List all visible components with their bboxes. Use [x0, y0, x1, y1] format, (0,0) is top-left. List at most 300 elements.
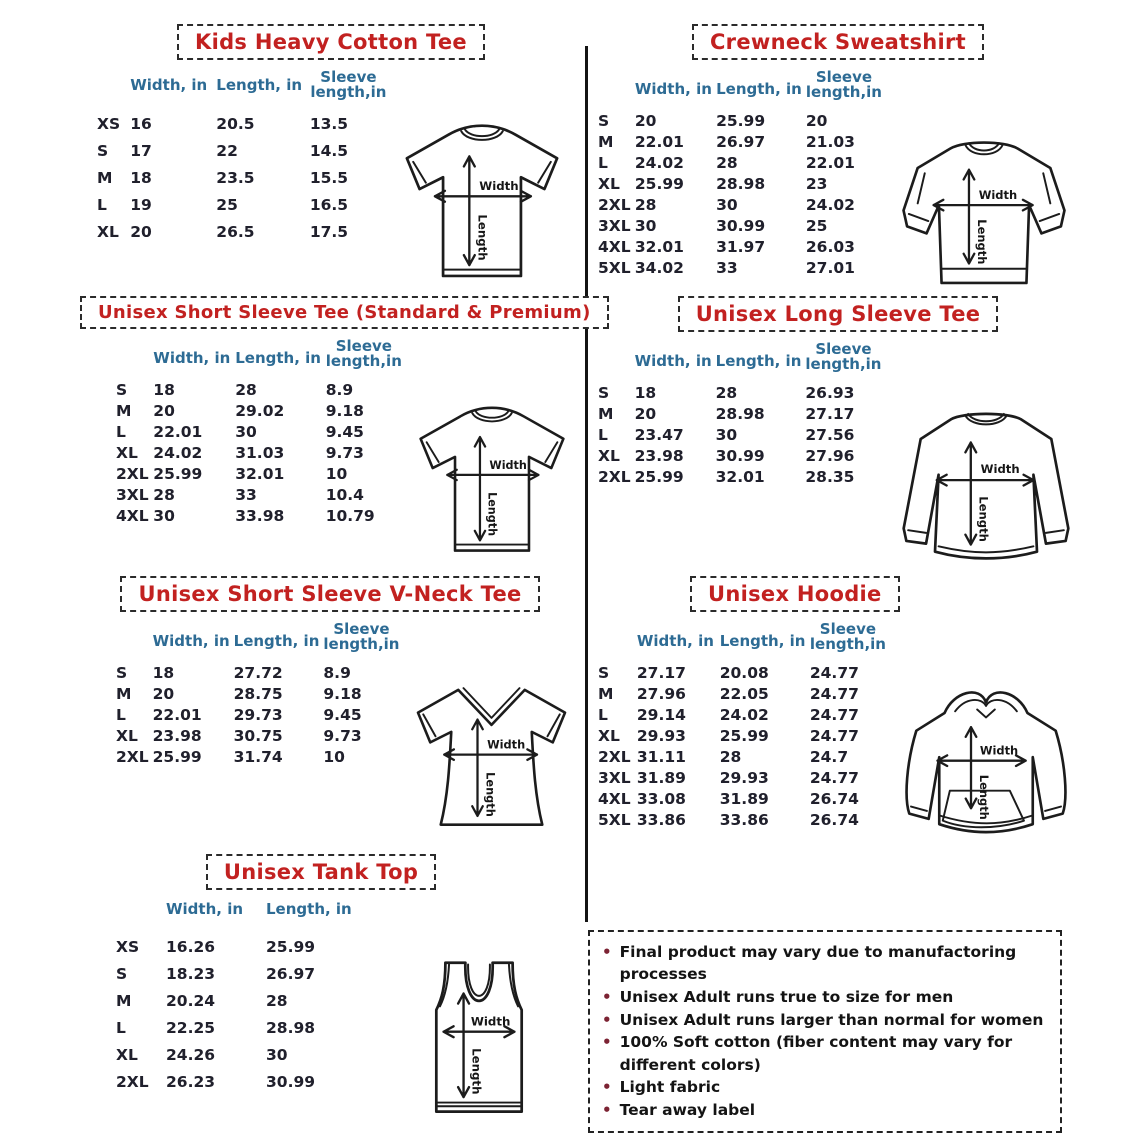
size-table-vneck [116, 620, 404, 767]
size-row [97, 191, 391, 218]
sweatshirt-illustration [886, 122, 1082, 294]
size-column-spacer [598, 68, 635, 110]
tee-illustration [391, 113, 573, 289]
title-box-vneck [120, 576, 539, 612]
measurement-value: 25.99 [266, 938, 316, 956]
width-label: Width [979, 743, 1019, 758]
size-row [598, 466, 886, 487]
measurement-value: 27.96 [636, 684, 686, 703]
measurement-value: 30.99 [716, 216, 766, 235]
measurement-value: 20 [130, 222, 152, 241]
tank-top-illustration [410, 950, 548, 1122]
length-label: Length [469, 1048, 484, 1095]
size-label: M [598, 404, 614, 423]
header-row [598, 340, 886, 382]
measurement-value: 20.24 [166, 992, 216, 1010]
size-label: 3XL [598, 768, 631, 787]
size-label: L [116, 1019, 126, 1037]
measurement-value: 32.01 [235, 464, 285, 483]
size-label: 2XL [116, 747, 149, 766]
measurement-value: 16 [130, 114, 152, 133]
panel-title: Crewneck Sweatshirt [709, 30, 967, 54]
measurement-value: 23.47 [634, 425, 684, 444]
measurement-value: 18.23 [166, 965, 216, 983]
panel-title: Kids Heavy Cotton Tee [195, 30, 467, 54]
size-row [116, 400, 406, 421]
size-label: XS [97, 114, 121, 133]
measurement-value: 26.5 [216, 222, 255, 241]
size-label: S [97, 141, 109, 160]
notes-box [588, 930, 1062, 1133]
measurement-value: 16.26 [166, 938, 216, 956]
header-row [97, 68, 391, 110]
size-row [598, 382, 886, 403]
column-header: Length, in [719, 632, 806, 650]
panel-title: Unisex Hoodie [708, 582, 882, 606]
size-label: 3XL [116, 485, 149, 504]
size-label: S [116, 965, 128, 983]
measurement-value: 32.01 [634, 237, 684, 256]
measurement-value: 18 [152, 663, 175, 682]
size-table-hoodie [598, 620, 890, 830]
measurement-value: 9.73 [325, 443, 364, 462]
measurement-value: 25.99 [152, 747, 202, 766]
measurement-value: 9.73 [323, 726, 362, 745]
measurement-value: 24.02 [805, 195, 855, 214]
measurement-value: 20 [152, 684, 175, 703]
measurement-value: 31.11 [636, 747, 686, 766]
size-label: 5XL [598, 258, 631, 277]
size-label: L [598, 425, 608, 444]
size-label: S [598, 383, 610, 402]
title-box-standard [80, 296, 609, 329]
measurement-value: 29.93 [719, 768, 769, 787]
measurement-value: 31.74 [233, 747, 283, 766]
column-header: Sleeve length,in [805, 339, 882, 374]
size-label: 2XL [116, 1073, 149, 1091]
measurement-value: 30 [266, 1046, 288, 1064]
size-row [116, 484, 406, 505]
length-label: Length [475, 214, 490, 261]
size-label: S [116, 380, 128, 399]
size-row [598, 683, 890, 704]
size-label: 4XL [116, 506, 149, 525]
measurement-value: 30 [716, 195, 738, 214]
panel-title: Unisex Short Sleeve Tee (Standard & Premium) [98, 302, 591, 323]
size-label: XL [116, 443, 138, 462]
measurement-value: 28.98 [715, 404, 765, 423]
size-label: M [116, 401, 132, 420]
measurement-value: 20 [805, 111, 828, 130]
column-divider [585, 46, 588, 922]
measurement-value: 22 [216, 141, 238, 160]
column-header: Length, in [233, 632, 320, 650]
size-row [116, 505, 406, 526]
header-row [598, 68, 886, 110]
size-row [598, 152, 886, 173]
size-row [116, 1069, 370, 1096]
size-label: 4XL [598, 237, 631, 256]
size-row [598, 257, 886, 278]
notes-list [602, 941, 1048, 1122]
size-row [598, 131, 886, 152]
width-label: Width [980, 461, 1020, 476]
size-row [116, 379, 406, 400]
bullet-icon: • [602, 1078, 612, 1097]
panel-unisex-long-sleeve-tee [594, 296, 1082, 570]
measurement-value: 24.02 [719, 705, 769, 724]
measurement-value: 22.01 [152, 705, 202, 724]
column-header: Length, in [235, 349, 321, 367]
measurement-value: 27.17 [636, 663, 686, 682]
measurement-value: 34.02 [634, 258, 684, 277]
measurement-value: 24.77 [809, 768, 859, 787]
size-label: 2XL [598, 195, 631, 214]
size-row [116, 988, 370, 1015]
measurement-value: 33 [235, 485, 257, 504]
size-row [598, 809, 890, 830]
title-box-crewneck [692, 24, 984, 60]
measurement-value: 33 [716, 258, 738, 277]
measurement-value: 32.01 [715, 467, 765, 486]
size-column-spacer [116, 620, 153, 662]
panel-kids-heavy-cotton-tee [85, 24, 577, 289]
measurement-value: 22.05 [719, 684, 769, 703]
size-label: L [598, 705, 608, 724]
measurement-value: 28.98 [266, 1019, 316, 1037]
note-item [602, 986, 1048, 1009]
column-header: Sleeve length,in [805, 67, 882, 102]
size-row [116, 934, 370, 961]
measurement-value: 28.35 [805, 467, 855, 486]
measurement-value: 25.99 [634, 467, 684, 486]
size-label: L [116, 705, 126, 724]
measurement-value: 18 [634, 383, 657, 402]
measurement-value: 25.99 [719, 726, 769, 745]
note-item [602, 1076, 1048, 1099]
measurement-value: 30 [634, 216, 657, 235]
size-row [598, 424, 886, 445]
measurement-value: 9.18 [325, 401, 364, 420]
column-header: Width, in [634, 80, 712, 98]
measurement-value: 9.18 [323, 684, 362, 703]
size-row [598, 662, 890, 683]
width-label: Width [479, 178, 519, 193]
measurement-value: 10 [325, 464, 348, 483]
size-label: XS [116, 938, 140, 956]
measurement-value: 28 [719, 747, 742, 766]
size-row [116, 1042, 370, 1069]
size-row [116, 1015, 370, 1042]
bullet-icon: • [602, 1033, 612, 1052]
measurement-value: 25 [216, 195, 238, 214]
measurement-value: 28 [153, 485, 175, 504]
column-header: Sleeve length,in [325, 336, 402, 371]
size-column-spacer [116, 898, 166, 934]
size-label: 2XL [598, 467, 631, 486]
panel-unisex-short-sleeve-tee [80, 296, 591, 564]
measurement-value: 19 [130, 195, 152, 214]
measurement-value: 28.98 [716, 174, 766, 193]
measurement-value: 29.02 [235, 401, 285, 420]
size-row [97, 137, 391, 164]
size-row [598, 746, 890, 767]
measurement-value: 8.9 [325, 380, 354, 399]
size-row [116, 421, 406, 442]
size-row [116, 746, 404, 767]
length-label: Length [485, 492, 499, 537]
measurement-value: 10 [323, 747, 345, 766]
size-row [116, 704, 404, 725]
length-label: Length [976, 496, 991, 542]
measurement-value: 28 [266, 992, 288, 1010]
measurement-value: 25.99 [634, 174, 684, 193]
measurement-value: 28 [716, 153, 738, 172]
size-label: 5XL [598, 810, 631, 829]
size-label: XL [97, 222, 119, 241]
panel-unisex-tank-top [80, 854, 562, 1122]
measurement-value: 17 [130, 141, 152, 160]
size-label: XL [598, 446, 620, 465]
measurement-value: 9.45 [325, 422, 364, 441]
header-row [598, 620, 890, 662]
note-item [602, 1009, 1048, 1032]
measurement-value: 28 [715, 383, 738, 402]
note-item [602, 941, 1048, 986]
column-header: Width, in [153, 349, 231, 367]
size-label: M [598, 132, 614, 151]
measurement-value: 15.5 [309, 168, 349, 187]
bullet-icon: • [602, 987, 612, 1006]
measurement-value: 22.01 [153, 422, 203, 441]
size-column-spacer [598, 340, 635, 382]
size-label: XL [116, 1046, 138, 1064]
v-neck-tee-illustration [404, 668, 579, 840]
size-row [598, 704, 890, 725]
measurement-value: 26.93 [805, 383, 855, 402]
size-table-tank [116, 898, 370, 1096]
column-header: Sleeve length,in [310, 67, 387, 102]
measurement-value: 13.5 [309, 114, 349, 133]
panel-unisex-hoodie [594, 576, 1082, 852]
measurement-value: 28 [634, 195, 657, 214]
measurement-value: 10.79 [325, 506, 375, 525]
column-header: Length, in [716, 80, 802, 98]
column-header: Width, in [152, 632, 230, 650]
size-row [116, 662, 404, 683]
size-row [598, 725, 890, 746]
measurement-value: 31.89 [719, 789, 769, 808]
measurement-value: 30 [715, 425, 738, 444]
size-label: S [598, 111, 610, 130]
measurement-value: 26.74 [809, 789, 859, 808]
measurement-value: 25 [805, 216, 828, 235]
size-label: 2XL [598, 747, 631, 766]
size-table-kids [97, 68, 391, 245]
width-label: Width [470, 1014, 511, 1029]
measurement-value: 22.01 [634, 132, 684, 151]
measurement-value: 23.98 [634, 446, 684, 465]
measurement-value: 26.97 [266, 965, 316, 983]
measurement-value: 18 [130, 168, 152, 187]
measurement-value: 33.86 [636, 810, 686, 829]
bullet-icon: • [602, 1010, 612, 1029]
measurement-value: 10.4 [325, 485, 364, 504]
note-item [602, 1031, 1048, 1076]
size-label: XL [598, 174, 620, 193]
column-header: Width, in [636, 632, 714, 650]
measurement-value: 27.72 [233, 663, 283, 682]
measurement-value: 25.99 [716, 111, 766, 130]
size-label: M [116, 684, 132, 703]
column-header: Sleeve length,in [323, 619, 400, 654]
bullet-icon: • [602, 1101, 612, 1120]
measurement-value: 20.5 [216, 114, 255, 133]
measurement-value: 8.9 [323, 663, 351, 682]
measurement-value: 23 [805, 174, 828, 193]
length-label: Length [976, 774, 991, 820]
bullet-icon: • [602, 943, 612, 961]
note-text: Unisex Adult runs larger than normal for women [619, 1010, 1044, 1029]
size-row [116, 463, 406, 484]
measurement-value: 31.89 [636, 768, 686, 787]
size-column-spacer [116, 337, 153, 379]
measurement-value: 14.5 [309, 141, 349, 160]
panel-title: Unisex Tank Top [223, 860, 419, 884]
column-header: Width, in [166, 899, 244, 918]
size-row [116, 683, 404, 704]
measurement-value: 30 [235, 422, 257, 441]
note-item [602, 1099, 1048, 1122]
size-label: S [116, 663, 128, 682]
length-label: Length [974, 219, 989, 265]
measurement-value: 30.75 [233, 726, 283, 745]
measurement-value: 31.03 [235, 443, 285, 462]
size-column-spacer [97, 68, 130, 110]
size-label: XL [598, 726, 620, 745]
panel-product-notes [588, 930, 1062, 1133]
title-box-tank [206, 854, 436, 890]
measurement-value: 20 [634, 111, 657, 130]
measurement-value: 27.96 [805, 446, 855, 465]
measurement-value: 24.7 [809, 747, 849, 766]
column-header: Length, in [216, 76, 303, 94]
width-label: Width [489, 458, 527, 472]
size-row [116, 442, 406, 463]
panel-unisex-v-neck-tee [80, 576, 580, 840]
measurement-value: 22.01 [805, 153, 855, 172]
size-row [116, 961, 370, 988]
measurement-value: 20 [153, 401, 175, 420]
size-table-standard [116, 337, 406, 526]
measurement-value: 17.5 [309, 222, 349, 241]
panel-title: Unisex Short Sleeve V-Neck Tee [138, 582, 522, 606]
measurement-value: 9.45 [323, 705, 362, 724]
width-label: Width [486, 737, 525, 752]
size-row [598, 788, 890, 809]
measurement-value: 28 [235, 380, 257, 399]
column-header: Length, in [715, 352, 802, 370]
column-header: Width, in [130, 76, 208, 94]
header-row [116, 337, 406, 379]
title-box-longsleeve [678, 296, 999, 332]
size-row [97, 218, 391, 245]
size-label: L [116, 422, 126, 441]
measurement-value: 27.17 [805, 404, 855, 423]
measurement-value: 28.75 [233, 684, 283, 703]
size-row [598, 403, 886, 424]
size-row [97, 110, 391, 137]
size-row [97, 164, 391, 191]
title-box-kids [177, 24, 485, 60]
tee-illustration [406, 395, 578, 564]
column-header: Length, in [266, 899, 352, 918]
measurement-value: 33.98 [235, 506, 285, 525]
column-header: Width, in [634, 352, 712, 370]
size-label: M [116, 992, 132, 1010]
size-label: S [598, 663, 610, 682]
long-sleeve-tee-illustration [886, 396, 1086, 570]
size-label: M [97, 168, 113, 187]
size-row [598, 236, 886, 257]
size-label: L [598, 153, 608, 172]
measurement-value: 30.99 [266, 1073, 316, 1091]
size-column-spacer [598, 620, 637, 662]
measurement-value: 26.74 [809, 810, 859, 829]
measurement-value: 16.5 [309, 195, 349, 214]
panel-crewneck-sweatshirt [594, 24, 1082, 294]
size-label: 3XL [598, 216, 631, 235]
note-text: 100% Soft cotton (fiber content may vary for different colors) [619, 1033, 1013, 1074]
size-table-crewneck [598, 68, 886, 278]
measurement-value: 30 [153, 506, 175, 525]
size-label: 4XL [598, 789, 631, 808]
measurement-value: 24.26 [166, 1046, 216, 1064]
panel-title: Unisex Long Sleeve Tee [695, 302, 981, 326]
size-row [116, 725, 404, 746]
measurement-value: 23.5 [216, 168, 255, 187]
measurement-value: 24.77 [809, 705, 859, 724]
measurement-value: 22.25 [166, 1019, 216, 1037]
measurement-value: 26.97 [716, 132, 766, 151]
header-row [116, 620, 404, 662]
measurement-value: 18 [153, 380, 175, 399]
size-label: 2XL [116, 464, 149, 483]
measurement-value: 27.56 [805, 425, 855, 444]
note-text: Final product may vary due to manufactoring processes [619, 943, 1017, 984]
size-label: L [97, 195, 107, 214]
size-row [598, 173, 886, 194]
size-row [598, 215, 886, 236]
size-row [598, 110, 886, 131]
size-row [598, 445, 886, 466]
title-box-hoodie [690, 576, 900, 612]
measurement-value: 25.99 [153, 464, 203, 483]
measurement-value: 33.08 [636, 789, 686, 808]
note-text: Tear away label [619, 1101, 756, 1120]
measurement-value: 27.01 [805, 258, 855, 277]
measurement-value: 31.97 [716, 237, 766, 256]
measurement-value: 24.02 [153, 443, 203, 462]
size-label: M [598, 684, 614, 703]
measurement-value: 26.23 [166, 1073, 216, 1091]
size-label: XL [116, 726, 138, 745]
column-header: Sleeve length,in [809, 619, 886, 654]
size-row [598, 194, 886, 215]
measurement-value: 20 [634, 404, 657, 423]
measurement-value: 29.93 [636, 726, 686, 745]
measurement-value: 26.03 [805, 237, 855, 256]
